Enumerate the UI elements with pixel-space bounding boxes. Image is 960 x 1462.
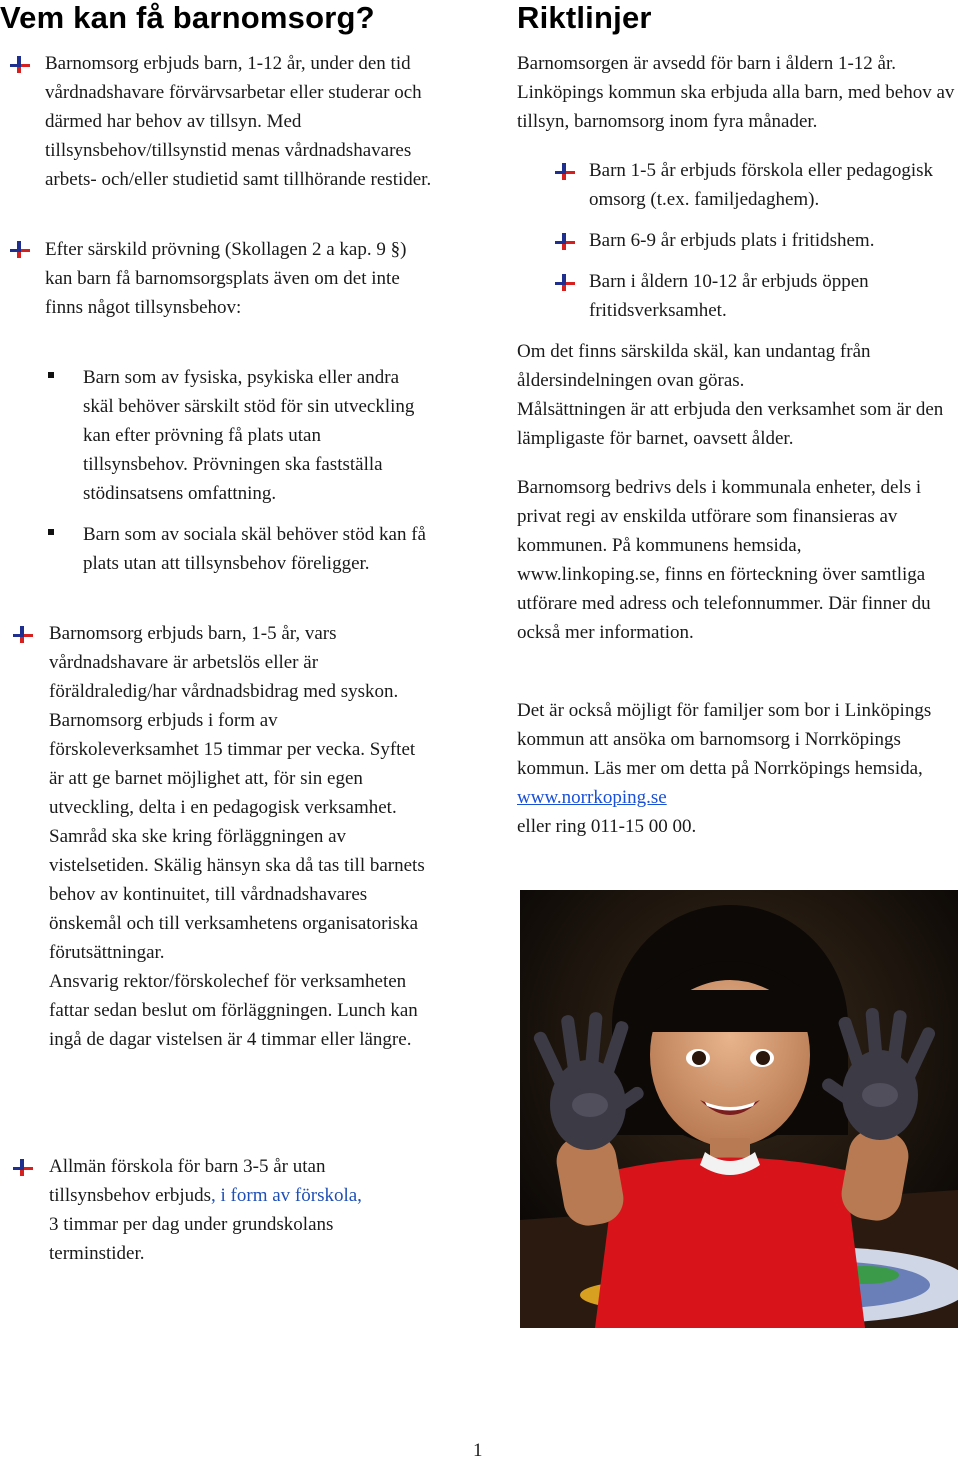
left-paragraph-2: Efter särskild prövning (Skollagen 2 a kap. 9 §) kan barn få barnomsorgsplats även om det inte finns något tillsynsbehov: — [45, 239, 407, 318]
general-preschool-form: , i form av förskola, — [211, 1185, 362, 1206]
child-painting-photo — [520, 890, 958, 1328]
general-preschool-hours: 3 timmar per dag under grundskolans terminstider. — [49, 1214, 334, 1264]
phone-text: eller ring 011-15 00 00. — [517, 816, 697, 837]
arrow-bullet-icon — [10, 241, 32, 259]
arrow-bullet-icon — [13, 1159, 35, 1177]
right-bullet-2: Barn 6-9 år erbjuds plats i fritidshem. — [589, 230, 875, 251]
norrkoping-text: Det är också möjligt för familjer som bor i Linköpings kommun att ansöka om barnomsorg i Norrköpings kommun. Läs mer om detta på Norrköpings hemsida, — [517, 700, 932, 779]
general-preschool-text: Allmän förskola för barn 3-5 år utan tillsynsbehov erbjuds — [49, 1156, 326, 1206]
sub-bullet-1: Barn som av fysiska, psykiska eller andra skäl behöver särskilt stöd för sin utveckling kan efter prövning få plats utan tillsynsbehov. Prövningen ska fastställa stödinsatsens omfattning. — [83, 367, 415, 504]
arrow-bullet-icon — [555, 274, 577, 292]
right-paragraph-3 — [517, 696, 960, 841]
child-painting-illustration — [520, 890, 958, 1328]
right-paragraph-1b: Målsättningen är att erbjuda den verksamhet som är den lämpligaste för barnet, oavsett ålder. — [517, 399, 944, 449]
page-number: 1 — [473, 1440, 483, 1461]
left-paragraph-3a: Barnomsorg erbjuds barn, 1-5 år, vars vårdnadshavare är arbetslös eller är föräldraledig/har vårdnadsbidrag med syskon. Barnomsorg erbjuds i form av förskoleverksamhet 15 timmar per vecka. Syftet är att ge barnet möjlighet att, för sin egen utveckling, delta i en pedagogisk verksamhet. — [49, 623, 416, 818]
right-paragraph-1a: Om det finns särskilda skäl, kan undantag från åldersindelningen ovan göras. — [517, 341, 871, 391]
left-paragraph-1: Barnomsorg erbjuds barn, 1-12 år, under den tid vårdnadshavare förvärvsarbetar eller studerar och därmed har behov av tillsyn. Med tillsynsbehov/tillsynstid menas vårdnadshavares arbets- och/eller studietid samt tillhörande restider. — [45, 53, 432, 190]
left-paragraph-3b: Samråd ska ske kring förläggningen av vistelsetiden. Skälig hänsyn ska då tas till barnets behov av kontinuitet, till vårdnadshavares önskemål och till verksamhetens organisatoriska förutsättningar. — [49, 826, 425, 963]
right-intro: Barnomsorgen är avsedd för barn i åldern 1-12 år. Linköpings kommun ska erbjuda alla barn, med behov av tillsyn, barnomsorg inom fyra månader. — [517, 53, 955, 132]
arrow-bullet-icon — [555, 163, 577, 181]
arrow-bullet-icon — [10, 56, 32, 74]
right-heading: Riktlinjer — [517, 0, 652, 35]
left-heading: Vem kan få barnomsorg? — [0, 0, 375, 35]
right-paragraph-2: Barnomsorg bedrivs dels i kommunala enheter, dels i privat regi av enskilda utförare som finansieras av kommunen. På kommunens hemsida, www.linkoping.se, finns en förteckning över samtliga utförare med adress och telefonnummer. Där finner du också mer information. — [517, 477, 931, 643]
right-bullet-3: Barn i åldern 10-12 år erbjuds öppen fritidsverksamhet. — [589, 271, 869, 321]
left-paragraph-4 — [49, 1152, 429, 1268]
norrkoping-link[interactable]: www.norrkoping.se — [517, 787, 667, 808]
right-bullet-1: Barn 1-5 år erbjuds förskola eller pedagogisk omsorg (t.ex. familjedaghem). — [589, 160, 934, 210]
sub-bullet-2: Barn som av sociala skäl behöver stöd kan få plats utan att tillsynsbehov föreligger. — [83, 524, 426, 574]
arrow-bullet-icon — [13, 626, 35, 644]
square-bullet-icon — [48, 372, 54, 378]
arrow-bullet-icon — [555, 233, 577, 251]
left-paragraph-3c: Ansvarig rektor/förskolechef för verksamheten fattar sedan beslut om förläggningen. Lunch kan ingå de dagar vistelsen är 4 timmar eller längre. — [49, 971, 418, 1050]
square-bullet-icon — [48, 529, 54, 535]
